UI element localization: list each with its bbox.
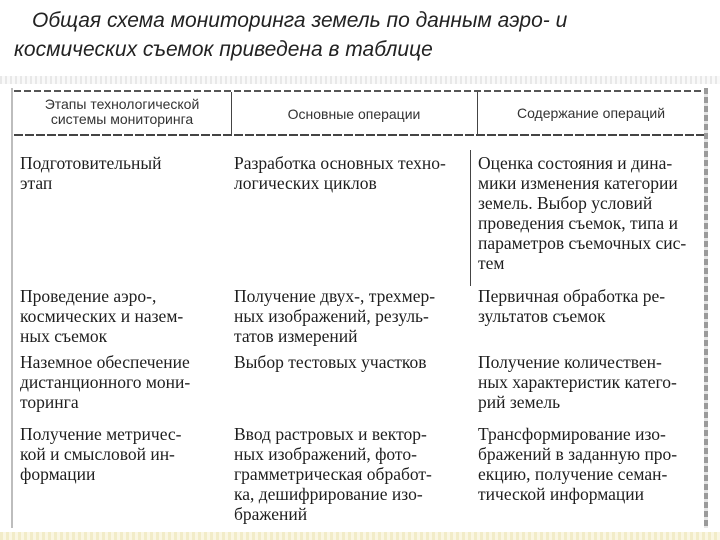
header-stages: Этапы технологической системы мониторинга (44, 96, 200, 127)
row-3-operations: Выбор тестовых участков (234, 352, 427, 372)
row-1-stage: Подготовительный этап (20, 153, 162, 193)
row-4-operations: Ввод растровых и вектор- ных изображений, фото- грамметрическая обработ- ка, дешифрирование изо- бражений (234, 424, 432, 524)
title-line-2: космических съемок приведена в таблице (14, 38, 433, 61)
row-1-content: Оценка состояния и дина- мики изменения категории земель. Выбор условий проведения съемок, типа и параметров съемочных сис- тем (478, 153, 687, 273)
header-content: Содержание операций (516, 105, 666, 121)
header-operations: Основные операции (287, 106, 421, 122)
scan-band (0, 76, 720, 84)
row-4-content: Трансформирование изо- бражений в заданную про- екцию, получение семан- тической информации (478, 424, 678, 504)
title-line-1: Общая схема мониторинга земель по данным аэро- и (32, 9, 568, 32)
row-4-stage: Получение метричес- кой и смысловой ин- формации (20, 424, 182, 484)
row-1-operations: Разработка основных техно- логических циклов (234, 153, 446, 193)
table-header-rule (14, 134, 704, 136)
slide-title (14, 6, 714, 64)
header-divider-2 (477, 92, 478, 134)
row-2-stage: Проведение аэро-, космических и назем- ных съемок (20, 286, 184, 346)
row-2-content: Первичная обработка ре- зультатов съемок (478, 286, 666, 326)
scan-edge-left (11, 88, 13, 528)
row-3-content: Получение количествен- ных характеристик катего- рий земель (478, 352, 677, 412)
row-2-operations: Получение двух-, трехмер- ных изображений, резуль- татов измерений (234, 286, 436, 346)
table-top-rule (14, 90, 704, 92)
slide-footer-band (0, 532, 720, 540)
header-divider-1 (231, 92, 232, 134)
row-3-stage: Наземное обеспечение дистанционного мони- торинга (20, 352, 191, 412)
